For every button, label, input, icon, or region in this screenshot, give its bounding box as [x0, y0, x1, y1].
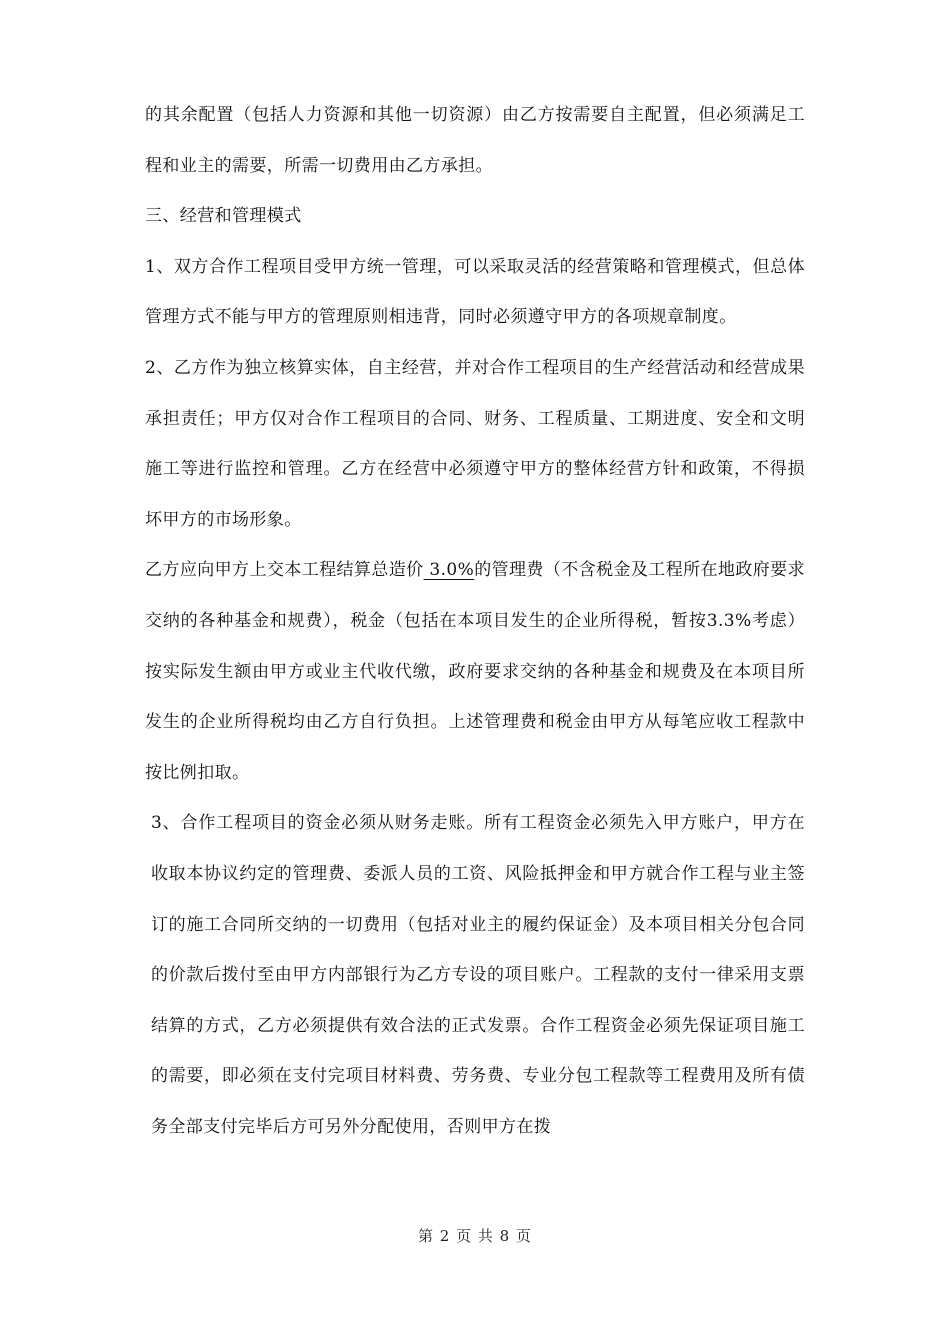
- clause-2-independent-accounting: 2、乙方作为独立核算实体，自主经营，并对合作工程项目的生产经营活动和经营成果承担责任；甲方仅对合作工程项目的合同、财务、工程质量、工期进度、安全和文明施工等进行监控和管理。乙方在经营中必须遵守甲方的整体经营方针和政策，不得损坏甲方的市场形象。: [145, 357, 805, 530]
- paragraph-management-fee: [145, 545, 805, 798]
- paragraph-resource-allocation: 的其余配置（包括人力资源和其他一切资源）由乙方按需要自主配置，但必须满足工程和业主的需要，所需一切费用由乙方承担。: [145, 105, 805, 176]
- page-number-footer: 第 2 页 共 8 页: [418, 1227, 532, 1245]
- management-fee-text-after: 的管理费（不含税金及工程所在地政府要求交纳的各种基金和规费），税金（包括在本项目发生的企业所得税，暂按3.3%考虑）按实际发生额由甲方或业主代收代缴，政府要求交纳的各种基金和规费及在本项目所发生的企业所得税均由乙方自行负担。上述管理费和税金由甲方从每笔应收工程款中按比例扣取。: [145, 560, 805, 783]
- management-fee-text-before: 乙方应向甲方上交本工程结算总造价: [145, 560, 424, 581]
- management-fee-rate: 3.0%: [423, 560, 475, 581]
- document-body: [145, 90, 805, 1152]
- section-heading-operation-mode: 三、经营和管理模式: [145, 206, 302, 227]
- clause-3-fund-management: 3、合作工程项目的资金必须从财务走账。所有工程资金必须先入甲方账户，甲方在收取本协议约定的管理费、委派人员的工资、风险抵押金和甲方就合作工程与业主签订的施工合同所交纳的一切费用（包括对业主的履约保证金）及本项目相关分包合同的价款后拨付至由甲方内部银行为乙方专设的项目账户。工程款的支付一律采用支票结算的方式，乙方必须提供有效合法的正式发票。合作工程资金必须先保证项目施工的需要，即必须在支付完项目材料费、劳务费、专业分包工程款等工程费用及所有债务全部支付完毕后方可另外分配使用，否则甲方在拨: [151, 813, 805, 1137]
- clause-1-unified-management: 1、双方合作工程项目受甲方统一管理，可以采取灵活的经营策略和管理模式，但总体管理方式不能与甲方的管理原则相违背，同时必须遵守甲方的各项规章制度。: [145, 256, 805, 328]
